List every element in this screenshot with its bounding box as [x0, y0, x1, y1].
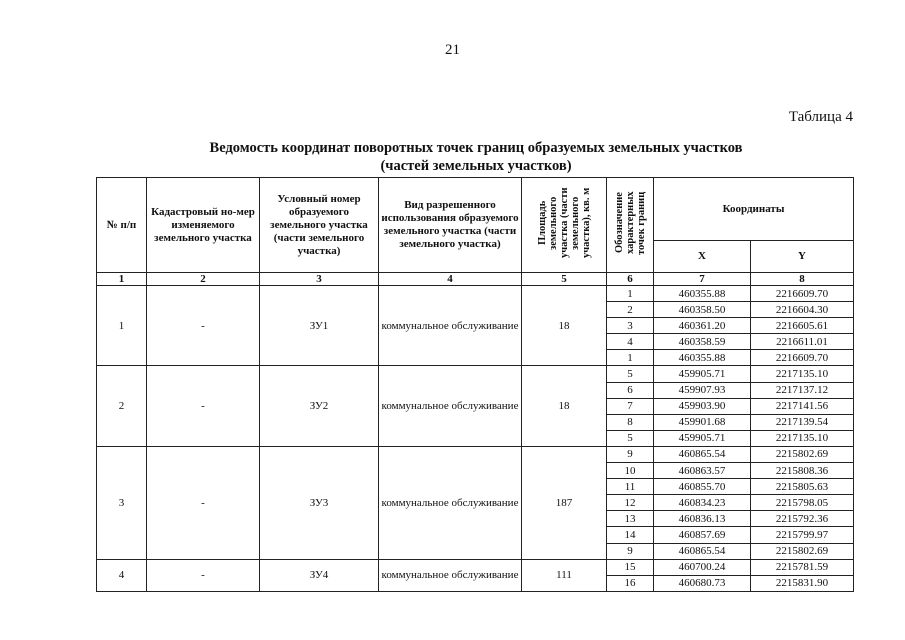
column-number: 8 — [751, 273, 854, 286]
y-coordinate-cell: 2215802.69 — [751, 543, 854, 559]
point-number-cell: 15 — [607, 559, 654, 575]
y-coordinate-cell: 2216604.30 — [751, 302, 854, 318]
land-use-cell: коммунальное обслуживание — [379, 446, 522, 559]
page-number: 21 — [445, 42, 460, 58]
y-coordinate-cell: 2215802.69 — [751, 446, 854, 462]
area-cell: 18 — [522, 286, 607, 366]
area-cell: 111 — [522, 559, 607, 591]
header-use: Вид разрешенного использования образуемого земельного участка (части земельного участка) — [379, 178, 522, 273]
plot-number-cell: 2 — [97, 366, 147, 446]
x-coordinate-cell: 460857.69 — [654, 527, 751, 543]
area-cell: 187 — [522, 446, 607, 559]
cadastral-cell: - — [147, 286, 260, 366]
plot-number-cell: 1 — [97, 286, 147, 366]
point-number-cell: 7 — [607, 398, 654, 414]
y-coordinate-cell: 2215831.90 — [751, 575, 854, 591]
point-number-cell: 9 — [607, 446, 654, 462]
x-coordinate-cell: 459905.71 — [654, 366, 751, 382]
plot-number-cell: 3 — [97, 446, 147, 559]
x-coordinate-cell: 460680.73 — [654, 575, 751, 591]
x-coordinate-cell: 460358.50 — [654, 302, 751, 318]
y-coordinate-cell: 2215799.97 — [751, 527, 854, 543]
y-coordinate-cell: 2217135.10 — [751, 366, 854, 382]
y-coordinate-cell: 2217137.12 — [751, 382, 854, 398]
table-label: Таблица 4 — [788, 109, 853, 125]
point-number-cell: 1 — [607, 350, 654, 366]
x-coordinate-cell: 460865.54 — [654, 543, 751, 559]
point-number-cell: 16 — [607, 575, 654, 591]
y-coordinate-cell: 2215792.36 — [751, 511, 854, 527]
column-number: 2 — [147, 273, 260, 286]
coordinates-table — [96, 177, 854, 592]
x-coordinate-cell: 460355.88 — [654, 350, 751, 366]
column-number: 1 — [97, 273, 147, 286]
land-use-cell: коммунальное обслуживание — [379, 366, 522, 446]
x-coordinate-cell: 460836.13 — [654, 511, 751, 527]
header-coords: Координаты — [654, 178, 854, 241]
header-designation — [607, 178, 654, 273]
header-cadastral: Кадастровый но-мер изменяемого земельного участка — [147, 178, 260, 273]
land-use-cell: коммунальное обслуживание — [379, 559, 522, 591]
y-coordinate-cell: 2216611.01 — [751, 334, 854, 350]
header-y: Y — [751, 241, 854, 273]
x-coordinate-cell: 460855.70 — [654, 479, 751, 495]
point-number-cell: 10 — [607, 463, 654, 479]
cadastral-cell: - — [147, 366, 260, 446]
table-row — [97, 366, 854, 382]
point-number-cell: 4 — [607, 334, 654, 350]
x-coordinate-cell: 459903.90 — [654, 398, 751, 414]
title-line-2: (частей земельных участков) — [380, 158, 572, 174]
column-number: 6 — [607, 273, 654, 286]
plot-number-cell: 4 — [97, 559, 147, 591]
column-number: 5 — [522, 273, 607, 286]
conditional-number-cell: ЗУ2 — [260, 366, 379, 446]
table-row — [97, 286, 854, 302]
header-area-text: Площадь земельного участка (части земельного участка), кв. м — [536, 187, 592, 259]
header-conditional: Условный номер образуемого земельного участка (части земельного участка) — [260, 178, 379, 273]
table-row — [97, 559, 854, 575]
y-coordinate-cell: 2217141.56 — [751, 398, 854, 414]
conditional-number-cell: ЗУ4 — [260, 559, 379, 591]
x-coordinate-cell: 460834.23 — [654, 495, 751, 511]
y-coordinate-cell: 2215798.05 — [751, 495, 854, 511]
area-cell: 18 — [522, 366, 607, 446]
x-coordinate-cell: 460358.59 — [654, 334, 751, 350]
column-number: 4 — [379, 273, 522, 286]
x-coordinate-cell: 459907.93 — [654, 382, 751, 398]
point-number-cell: 1 — [607, 286, 654, 302]
header-x: X — [654, 241, 751, 273]
conditional-number-cell: ЗУ1 — [260, 286, 379, 366]
cadastral-cell: - — [147, 559, 260, 591]
point-number-cell: 5 — [607, 366, 654, 382]
conditional-number-cell: ЗУ3 — [260, 446, 379, 559]
point-number-cell: 8 — [607, 414, 654, 430]
point-number-cell: 13 — [607, 511, 654, 527]
x-coordinate-cell: 460865.54 — [654, 446, 751, 462]
point-number-cell: 2 — [607, 302, 654, 318]
column-number: 3 — [260, 273, 379, 286]
cadastral-cell: - — [147, 446, 260, 559]
point-number-cell: 12 — [607, 495, 654, 511]
document-title — [96, 139, 856, 175]
title-line-1: Ведомость координат поворотных точек границ образуемых земельных участков — [209, 140, 743, 156]
y-coordinate-cell: 2215808.36 — [751, 463, 854, 479]
table-row — [97, 446, 854, 462]
table-body — [97, 273, 854, 592]
point-number-cell: 9 — [607, 543, 654, 559]
y-coordinate-cell: 2216609.70 — [751, 350, 854, 366]
y-coordinate-cell: 2217135.10 — [751, 430, 854, 446]
y-coordinate-cell: 2216605.61 — [751, 318, 854, 334]
point-number-cell: 11 — [607, 479, 654, 495]
column-numbers-row — [97, 273, 854, 286]
point-number-cell: 5 — [607, 430, 654, 446]
column-number: 7 — [654, 273, 751, 286]
x-coordinate-cell: 460355.88 — [654, 286, 751, 302]
x-coordinate-cell: 460863.57 — [654, 463, 751, 479]
header-num: № п/п — [97, 178, 147, 273]
y-coordinate-cell: 2216609.70 — [751, 286, 854, 302]
y-coordinate-cell: 2215781.59 — [751, 559, 854, 575]
point-number-cell: 14 — [607, 527, 654, 543]
header-area — [522, 178, 607, 273]
point-number-cell: 6 — [607, 382, 654, 398]
x-coordinate-cell: 459905.71 — [654, 430, 751, 446]
x-coordinate-cell: 460361.20 — [654, 318, 751, 334]
x-coordinate-cell: 460700.24 — [654, 559, 751, 575]
x-coordinate-cell: 459901.68 — [654, 414, 751, 430]
point-number-cell: 3 — [607, 318, 654, 334]
header-designation-text: Обозначение характерных точек границ — [613, 191, 647, 255]
y-coordinate-cell: 2215805.63 — [751, 479, 854, 495]
y-coordinate-cell: 2217139.54 — [751, 414, 854, 430]
land-use-cell: коммунальное обслуживание — [379, 286, 522, 366]
